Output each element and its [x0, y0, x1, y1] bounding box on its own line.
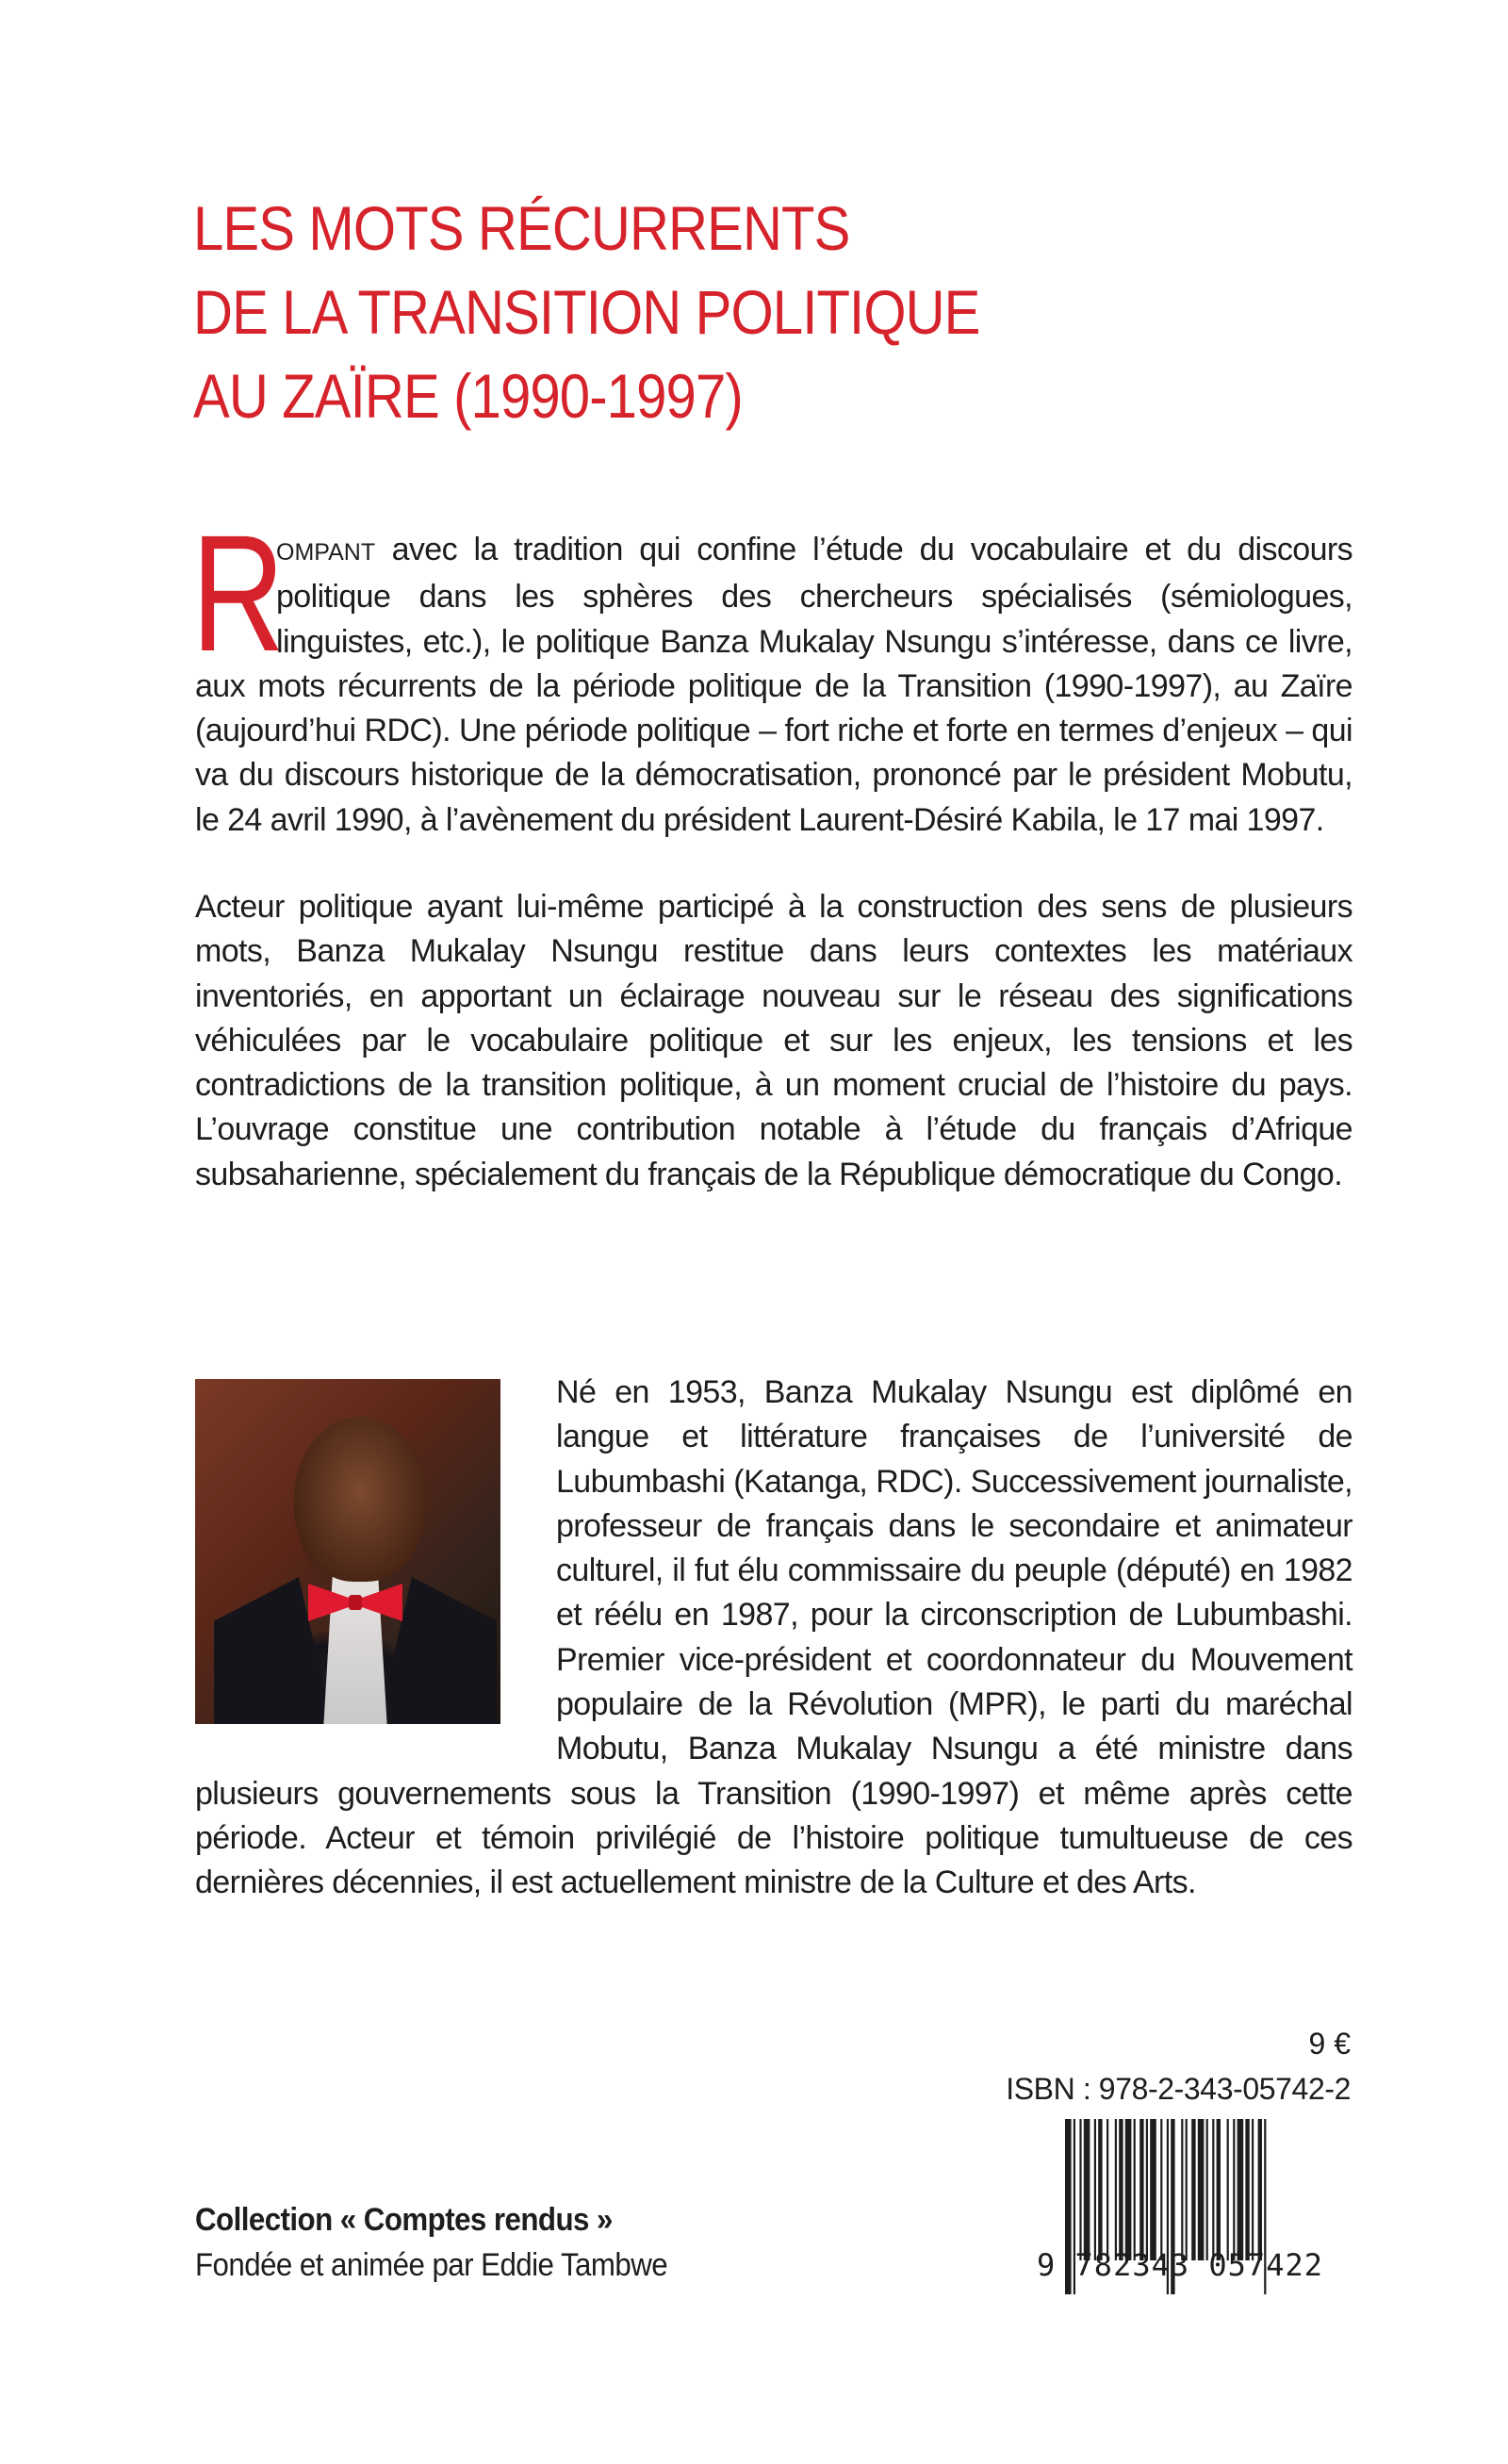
title-line-3: AU ZAÏRE (1990-1997)	[193, 361, 743, 431]
price-label: 9 €	[1308, 2027, 1351, 2061]
barcode-bar	[1094, 2119, 1096, 2260]
summary-paragraph-1-text: avec la tradition qui confine l’étude du vocabulaire et du discours politique dans les sphères des chercheurs spécialisés (sémiologues, linguistes, etc.), le politique Banza Mukalay Nsungu s’intéresse, dans ce livre, aux mots récurrents de la période politique de la Transition (1990-1997), au Zaïre (aujourd’hui RDC). Une période politique – fort riche et forte en termes d’enjeux – qui va du discours historique de la démocratisation, prononcé par le président Mobutu, le 24 avril 1990, à l’avènement du président Laurent-Désiré Kabila, le 17 mai 1997.	[195, 532, 1352, 838]
book-title	[193, 187, 1188, 438]
summary-paragraph-1	[191, 501, 1352, 843]
drop-cap: R	[191, 501, 285, 686]
barcode-bar	[1181, 2119, 1183, 2260]
barcode-bar	[1238, 2119, 1244, 2260]
barcode-bar	[1119, 2119, 1123, 2260]
barcode-bar	[1084, 2119, 1090, 2260]
barcode-bar	[1160, 2119, 1162, 2260]
barcode-bar	[1139, 2119, 1143, 2260]
barcode-digits: 9 782343 057422	[1037, 2247, 1323, 2283]
barcode-bar	[1252, 2119, 1254, 2260]
small-caps-lead: OMPANT	[276, 539, 376, 566]
summary-paragraph-2: Acteur politique ayant lui-même participé à la construction des sens de plusieurs mots, Banza Mukalay Nsungu restitue dans leurs contextes les matériaux inventoriés, en apportant un éclairage nouveau sur le réseau des significations véhiculées par le vocabulaire politique et sur les enjeux, les tensions et les contradictions de la transition politique, à un moment crucial de l’histoire du pays. L’ouvrage constitue une contribution notable à l’étude du français d’Afrique subsaharienne, spécialement du français de la République démocratique du Congo.	[195, 889, 1352, 1192]
isbn-label: ISBN : 978-2-343-05742-2	[1006, 2072, 1351, 2106]
barcode-bar	[1206, 2119, 1208, 2260]
barcode-bar	[1146, 2119, 1148, 2260]
title-line-1: LES MOTS RÉCURRENTS	[193, 193, 850, 263]
barcode-bar	[1212, 2119, 1214, 2260]
collection-founder: Fondée et animée par Eddie Tambwe	[195, 2247, 668, 2283]
photo-spacer	[195, 1371, 556, 1735]
barcode-bar	[1191, 2119, 1195, 2260]
barcode-bar	[1233, 2119, 1235, 2260]
barcode-bar	[1227, 2119, 1229, 2260]
barcode-bar	[1198, 2119, 1205, 2260]
barcode-bar	[1186, 2119, 1188, 2260]
barcode-bar	[1106, 2119, 1108, 2260]
title-line-2: DE LA TRANSITION POLITIQUE	[193, 277, 980, 347]
barcode-bar	[1150, 2119, 1156, 2260]
barcode-bar	[1098, 2119, 1102, 2260]
author-biography-text: Né en 1953, Banza Mukalay Nsungu est diplômé en langue et littérature françaises de l’université de Lubumbashi (Katanga, RDC). Successivement journaliste, professeur de français dans le secondaire et animateur culturel, il fut élu commissaire du peuple (député) en 1982 et réélu en 1987, pour la circonscription de Lubumbashi. Premier vice-président et coordonnateur du Mouvement populaire de la Révolution (MPR), le parti du maréchal Mobutu, Banza Mukalay Nsungu a été ministre dans plusieurs gouvernements sous la Transition (1990-1997) et même après cette période. Acteur et témoin privilégié de l’histoire politique tumultueuse de ces dernières décennies, il est actuellement ministre de la Culture et des Arts.	[195, 1374, 1352, 1901]
barcode-bar	[1245, 2119, 1249, 2260]
barcode-bar	[1258, 2119, 1262, 2260]
barcode-bar	[1115, 2119, 1117, 2260]
barcode-bar	[1217, 2119, 1221, 2260]
barcode-bar	[1079, 2119, 1081, 2260]
barcode-bar	[1125, 2119, 1132, 2260]
author-biography	[195, 1371, 1352, 1906]
barcode-bar	[1134, 2119, 1136, 2260]
collection-name: Collection « Comptes rendus »	[195, 2202, 613, 2238]
